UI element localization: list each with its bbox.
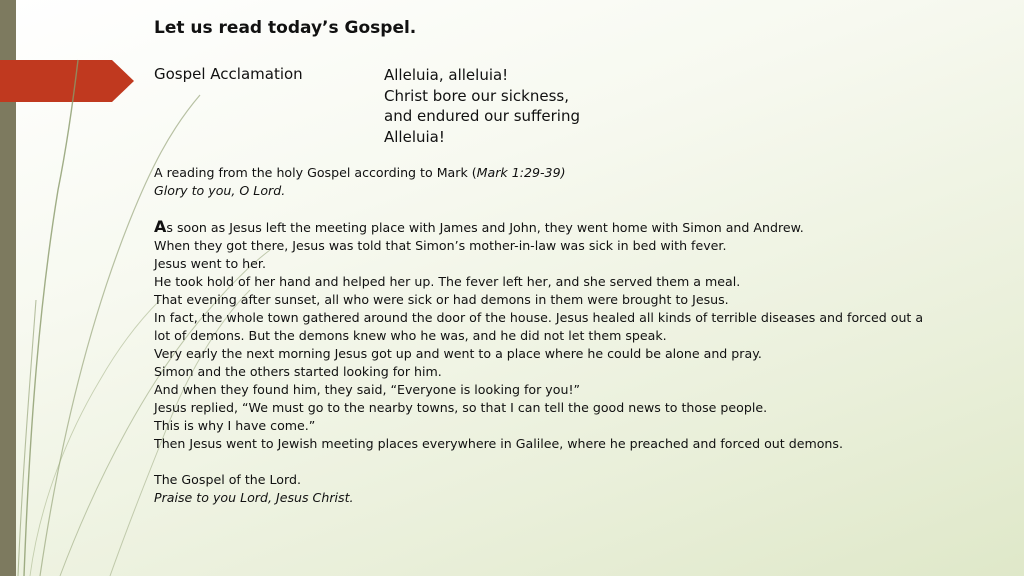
slide-title: Let us read today’s Gospel. [154,18,417,38]
gospel-reading [154,218,1014,453]
reading-line: Jesus replied, “We must go to the nearby towns, so that I can tell the good news to those people. [154,400,768,415]
closing-line: The Gospel of the Lord. [154,472,301,487]
reading-line: And when they found him, they said, “Everyone is looking for you!” [154,382,581,397]
reading-announcement [154,164,566,182]
reading-line: In fact, the whole town gathered around the door of the house. Jesus healed all kinds of terrible diseases and forced out a [154,310,924,325]
scripture-reference: Mark 1:29-39 [476,165,561,180]
acclamation-line: and endured our suffering [384,107,580,125]
intro-response: Glory to you, O Lord. [154,183,286,198]
reading-line: This is why I have come.” [154,418,316,433]
reading-line: That evening after sunset, all who were sick or had demons in them were brought to Jesus. [154,292,729,307]
reading-line: Very early the next morning Jesus got up and went to a place where he could be alone and pray. [154,346,762,361]
acclamation-line: Alleluia, alleluia! [384,66,509,84]
reading-intro [154,164,566,200]
reading-line: Jesus went to her. [154,256,266,271]
reading-suffix: ) [560,165,566,180]
closing [154,471,354,507]
closing-response: Praise to you Lord, Jesus Christ. [154,490,354,505]
drop-cap: A [154,217,167,236]
acclamation-lines [384,65,580,147]
reading-line: Then Jesus went to Jewish meeting places everywhere in Galilee, where he preached and forced out demons. [154,436,843,451]
acclamation-line: Alleluia! [384,127,445,146]
first-line-text: s soon as Jesus left the meeting place with James and John, they went home with Simon and Andrew. [166,220,804,235]
reading-line: He took hold of her hand and helped her up. The fever left her, and she served them a meal. [154,274,741,289]
reading-line: When they got there, Jesus was told that Simon’s mother-in-law was sick in bed with fever. [154,238,727,253]
acclamation-line: Christ bore our sickness, [384,86,569,105]
reading-line: Simon and the others started looking for him. [154,364,442,379]
reading-line: lot of demons. But the demons knew who he was, and he did not let them speak. [154,328,667,343]
acclamation-label: Gospel Acclamation [154,65,303,83]
reading-prefix: A reading from the holy Gospel according to Mark ( [154,165,477,180]
reading-line [154,218,1014,237]
